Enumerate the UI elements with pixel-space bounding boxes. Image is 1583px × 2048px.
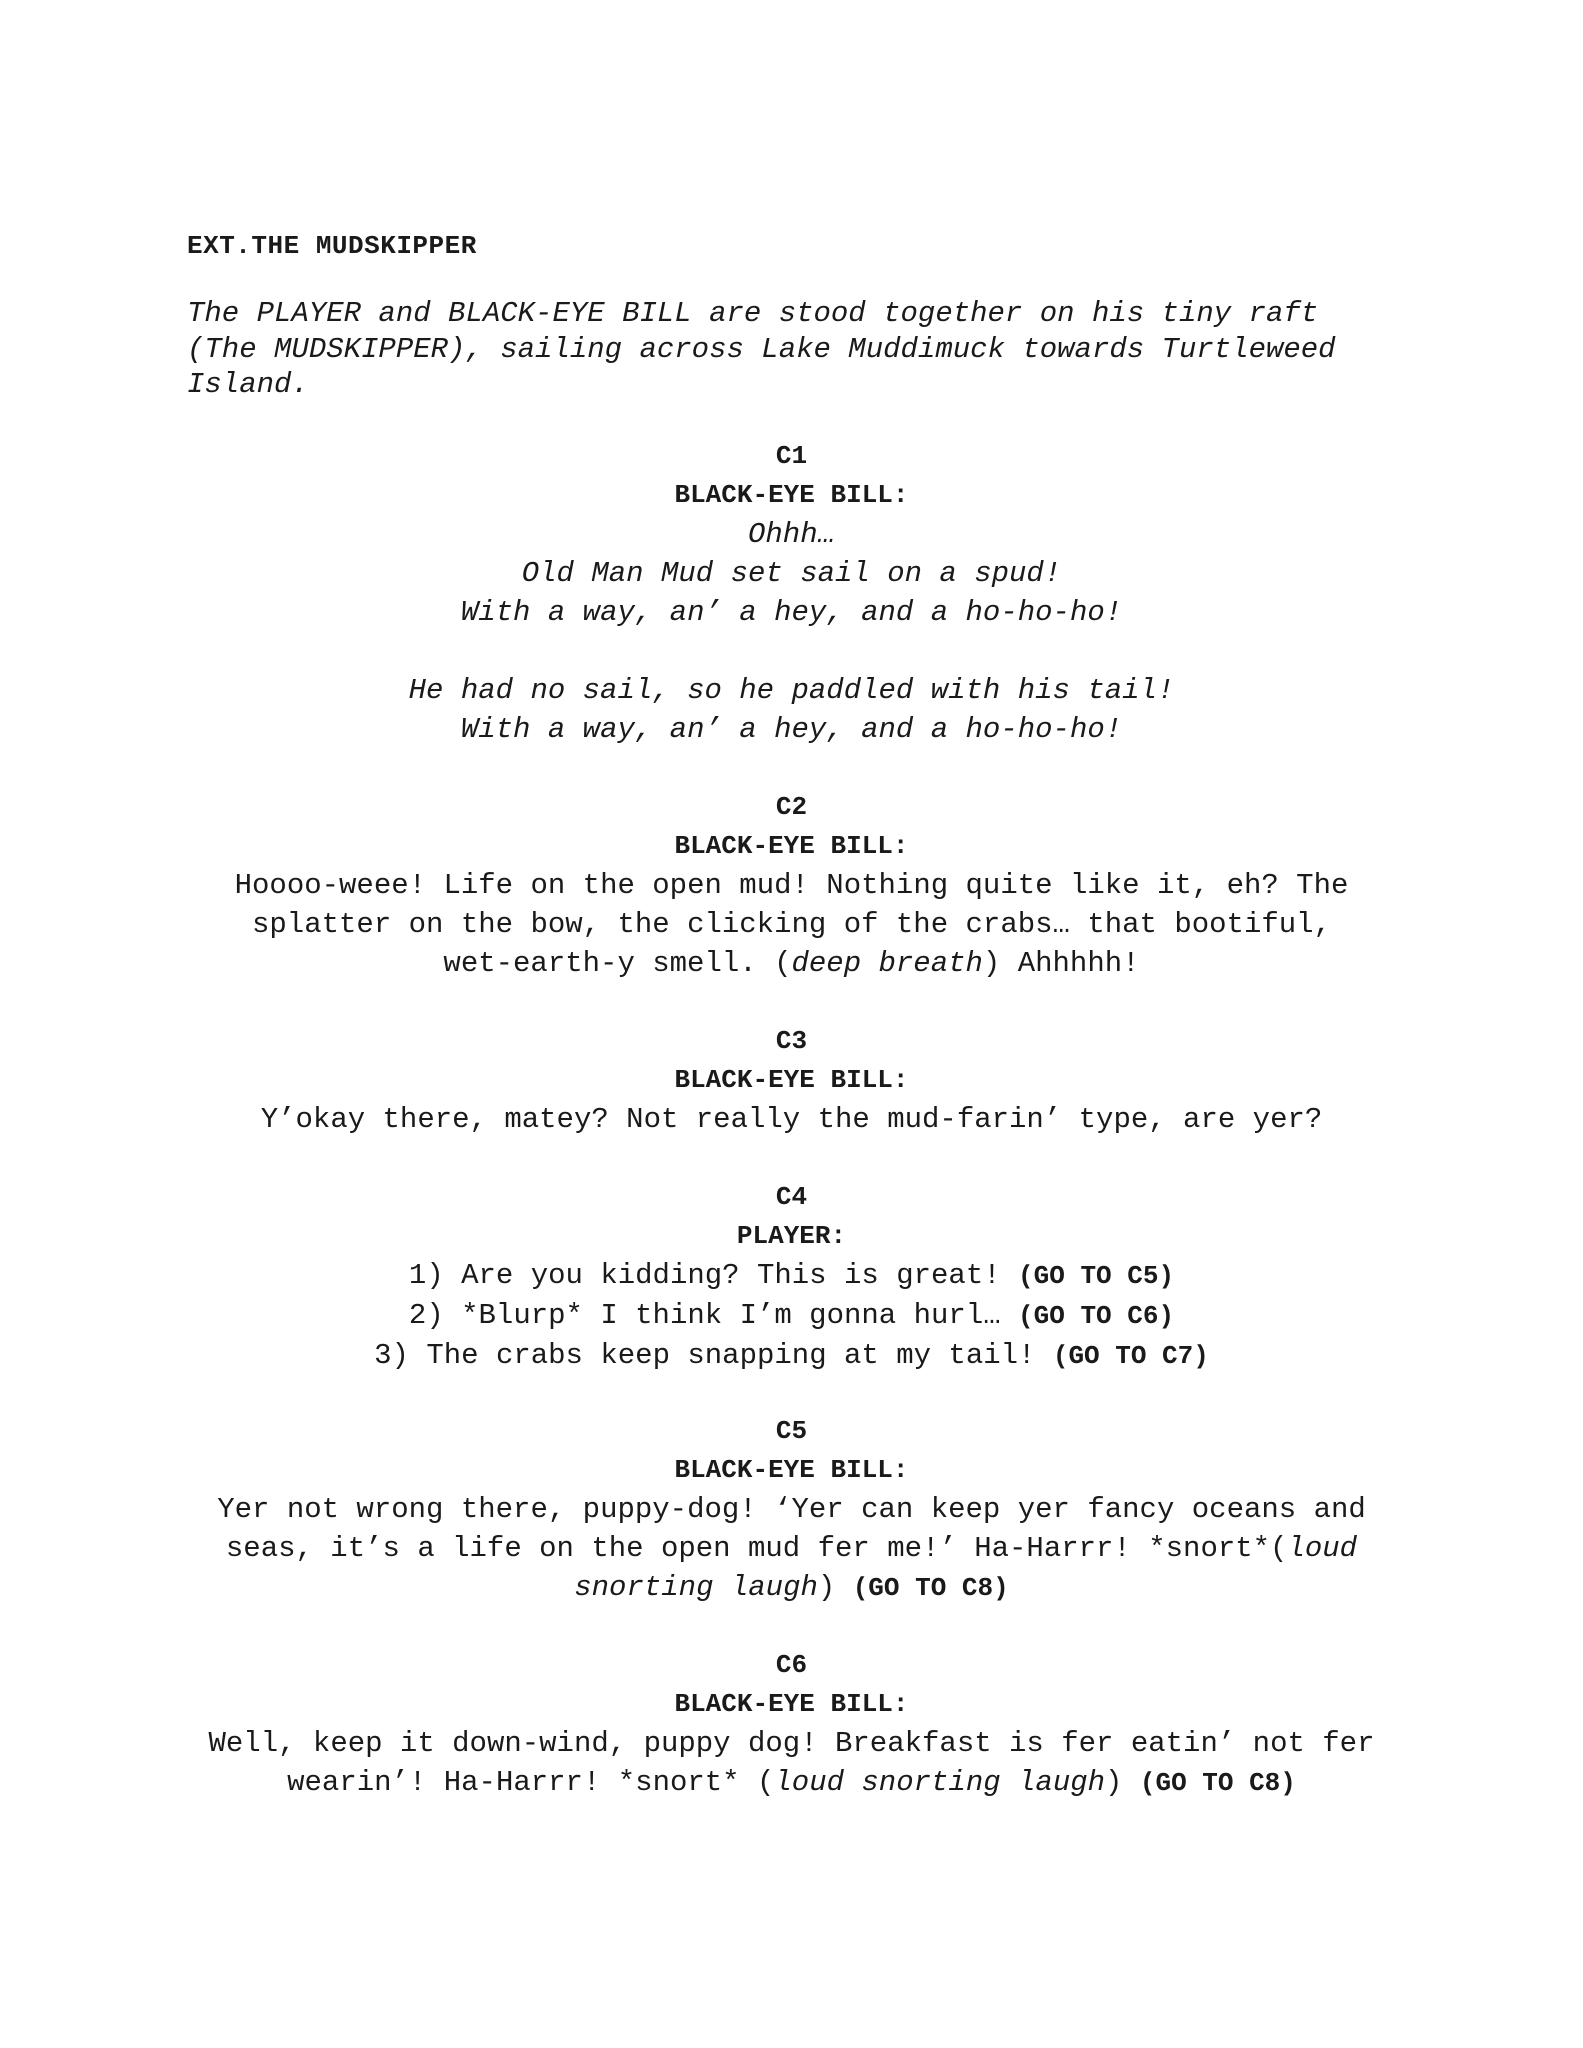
goto-label: (GO TO C5) — [1018, 1261, 1175, 1291]
dialogue-line: Well, keep it down-wind, puppy dog! Breakfast is fer eatin’ not fer — [208, 1727, 1375, 1760]
cue-label: C1 — [775, 441, 808, 471]
action-description — [187, 296, 1367, 403]
dialogue-line: wearin’! Ha-Harrr! *snort* (loud snorting laugh) (GO TO C8) — [287, 1766, 1296, 1799]
goto-label: (GO TO C8) — [1139, 1768, 1296, 1798]
song-line: With a way, an’ a hey, and a ho-ho-ho! — [460, 596, 1123, 629]
speaker-name: BLACK-EYE BILL: — [674, 1065, 909, 1095]
speaker-name: BLACK-EYE BILL: — [674, 831, 909, 861]
song-line: Old Man Mud set sail on a spud! — [521, 557, 1062, 590]
action-line: Island. — [187, 368, 309, 401]
goto-label: (GO TO C7) — [1052, 1341, 1209, 1371]
dialogue-line: wet-earth-y smell. (deep breath) Ahhhhh! — [443, 947, 1140, 980]
speaker-name: BLACK-EYE BILL: — [674, 480, 909, 510]
stage-direction: loud snorting laugh — [774, 1766, 1106, 1799]
song-line: Ohhh… — [747, 518, 835, 551]
cue-label: C2 — [775, 792, 808, 822]
song-line: He had no sail, so he paddled with his tail! — [408, 674, 1175, 707]
player-option-1[interactable]: 1) Are you kidding? This is great! (GO TO C5) — [408, 1259, 1175, 1292]
cue-label: C6 — [775, 1650, 808, 1680]
dialogue-line: snorting laugh) (GO TO C8) — [574, 1571, 1009, 1604]
goto-label: (GO TO C8) — [852, 1573, 1009, 1603]
scene-heading: EXT.THE MUDSKIPPER — [187, 231, 477, 261]
action-line: (The MUDSKIPPER), sailing across Lake Muddimuck towards Turtleweed — [187, 332, 1336, 366]
cue-label: C5 — [775, 1416, 808, 1446]
speaker-name: BLACK-EYE BILL: — [674, 1689, 909, 1719]
goto-label: (GO TO C6) — [1018, 1301, 1175, 1331]
dialogue-line: Hoooo-weee! Life on the open mud! Nothing quite like it, eh? The — [234, 869, 1349, 902]
dialogue-line: Yer not wrong there, puppy-dog! ‘Yer can keep yer fancy oceans and — [217, 1493, 1366, 1526]
song-line: With a way, an’ a hey, and a ho-ho-ho! — [460, 713, 1123, 746]
stage-direction: loud — [1287, 1532, 1358, 1565]
player-option-2[interactable]: 2) *Blurp* I think I’m gonna hurl… (GO TO C6) — [408, 1299, 1175, 1332]
dialogue-line: splatter on the bow, the clicking of the crabs… that bootiful, — [252, 908, 1331, 941]
cue-block-c5 — [0, 1412, 1583, 1608]
cue-block-c2 — [0, 788, 1583, 983]
dialogue-line: Y’okay there, matey? Not really the mud-farin’ type, are yer? — [260, 1103, 1323, 1136]
stage-direction: snorting laugh — [574, 1571, 818, 1604]
cue-block-c3 — [0, 1022, 1583, 1139]
player-option-3[interactable]: 3) The crabs keep snapping at my tail! (GO TO C7) — [374, 1339, 1209, 1372]
cue-label: C4 — [775, 1182, 808, 1212]
cue-block-c1 — [0, 437, 1583, 749]
cue-label: C3 — [775, 1026, 808, 1056]
cue-block-c6 — [0, 1646, 1583, 1803]
action-line: The PLAYER and BLACK-EYE BILL are stood together on his tiny raft — [187, 297, 1319, 330]
speaker-name: PLAYER: — [736, 1221, 847, 1251]
stage-direction: deep breath — [791, 947, 983, 980]
dialogue-line: seas, it’s a life on the open mud fer me!’ Ha-Harrr! *snort*(loud — [225, 1532, 1358, 1565]
speaker-name: BLACK-EYE BILL: — [674, 1455, 909, 1485]
cue-block-c4 — [0, 1178, 1583, 1376]
